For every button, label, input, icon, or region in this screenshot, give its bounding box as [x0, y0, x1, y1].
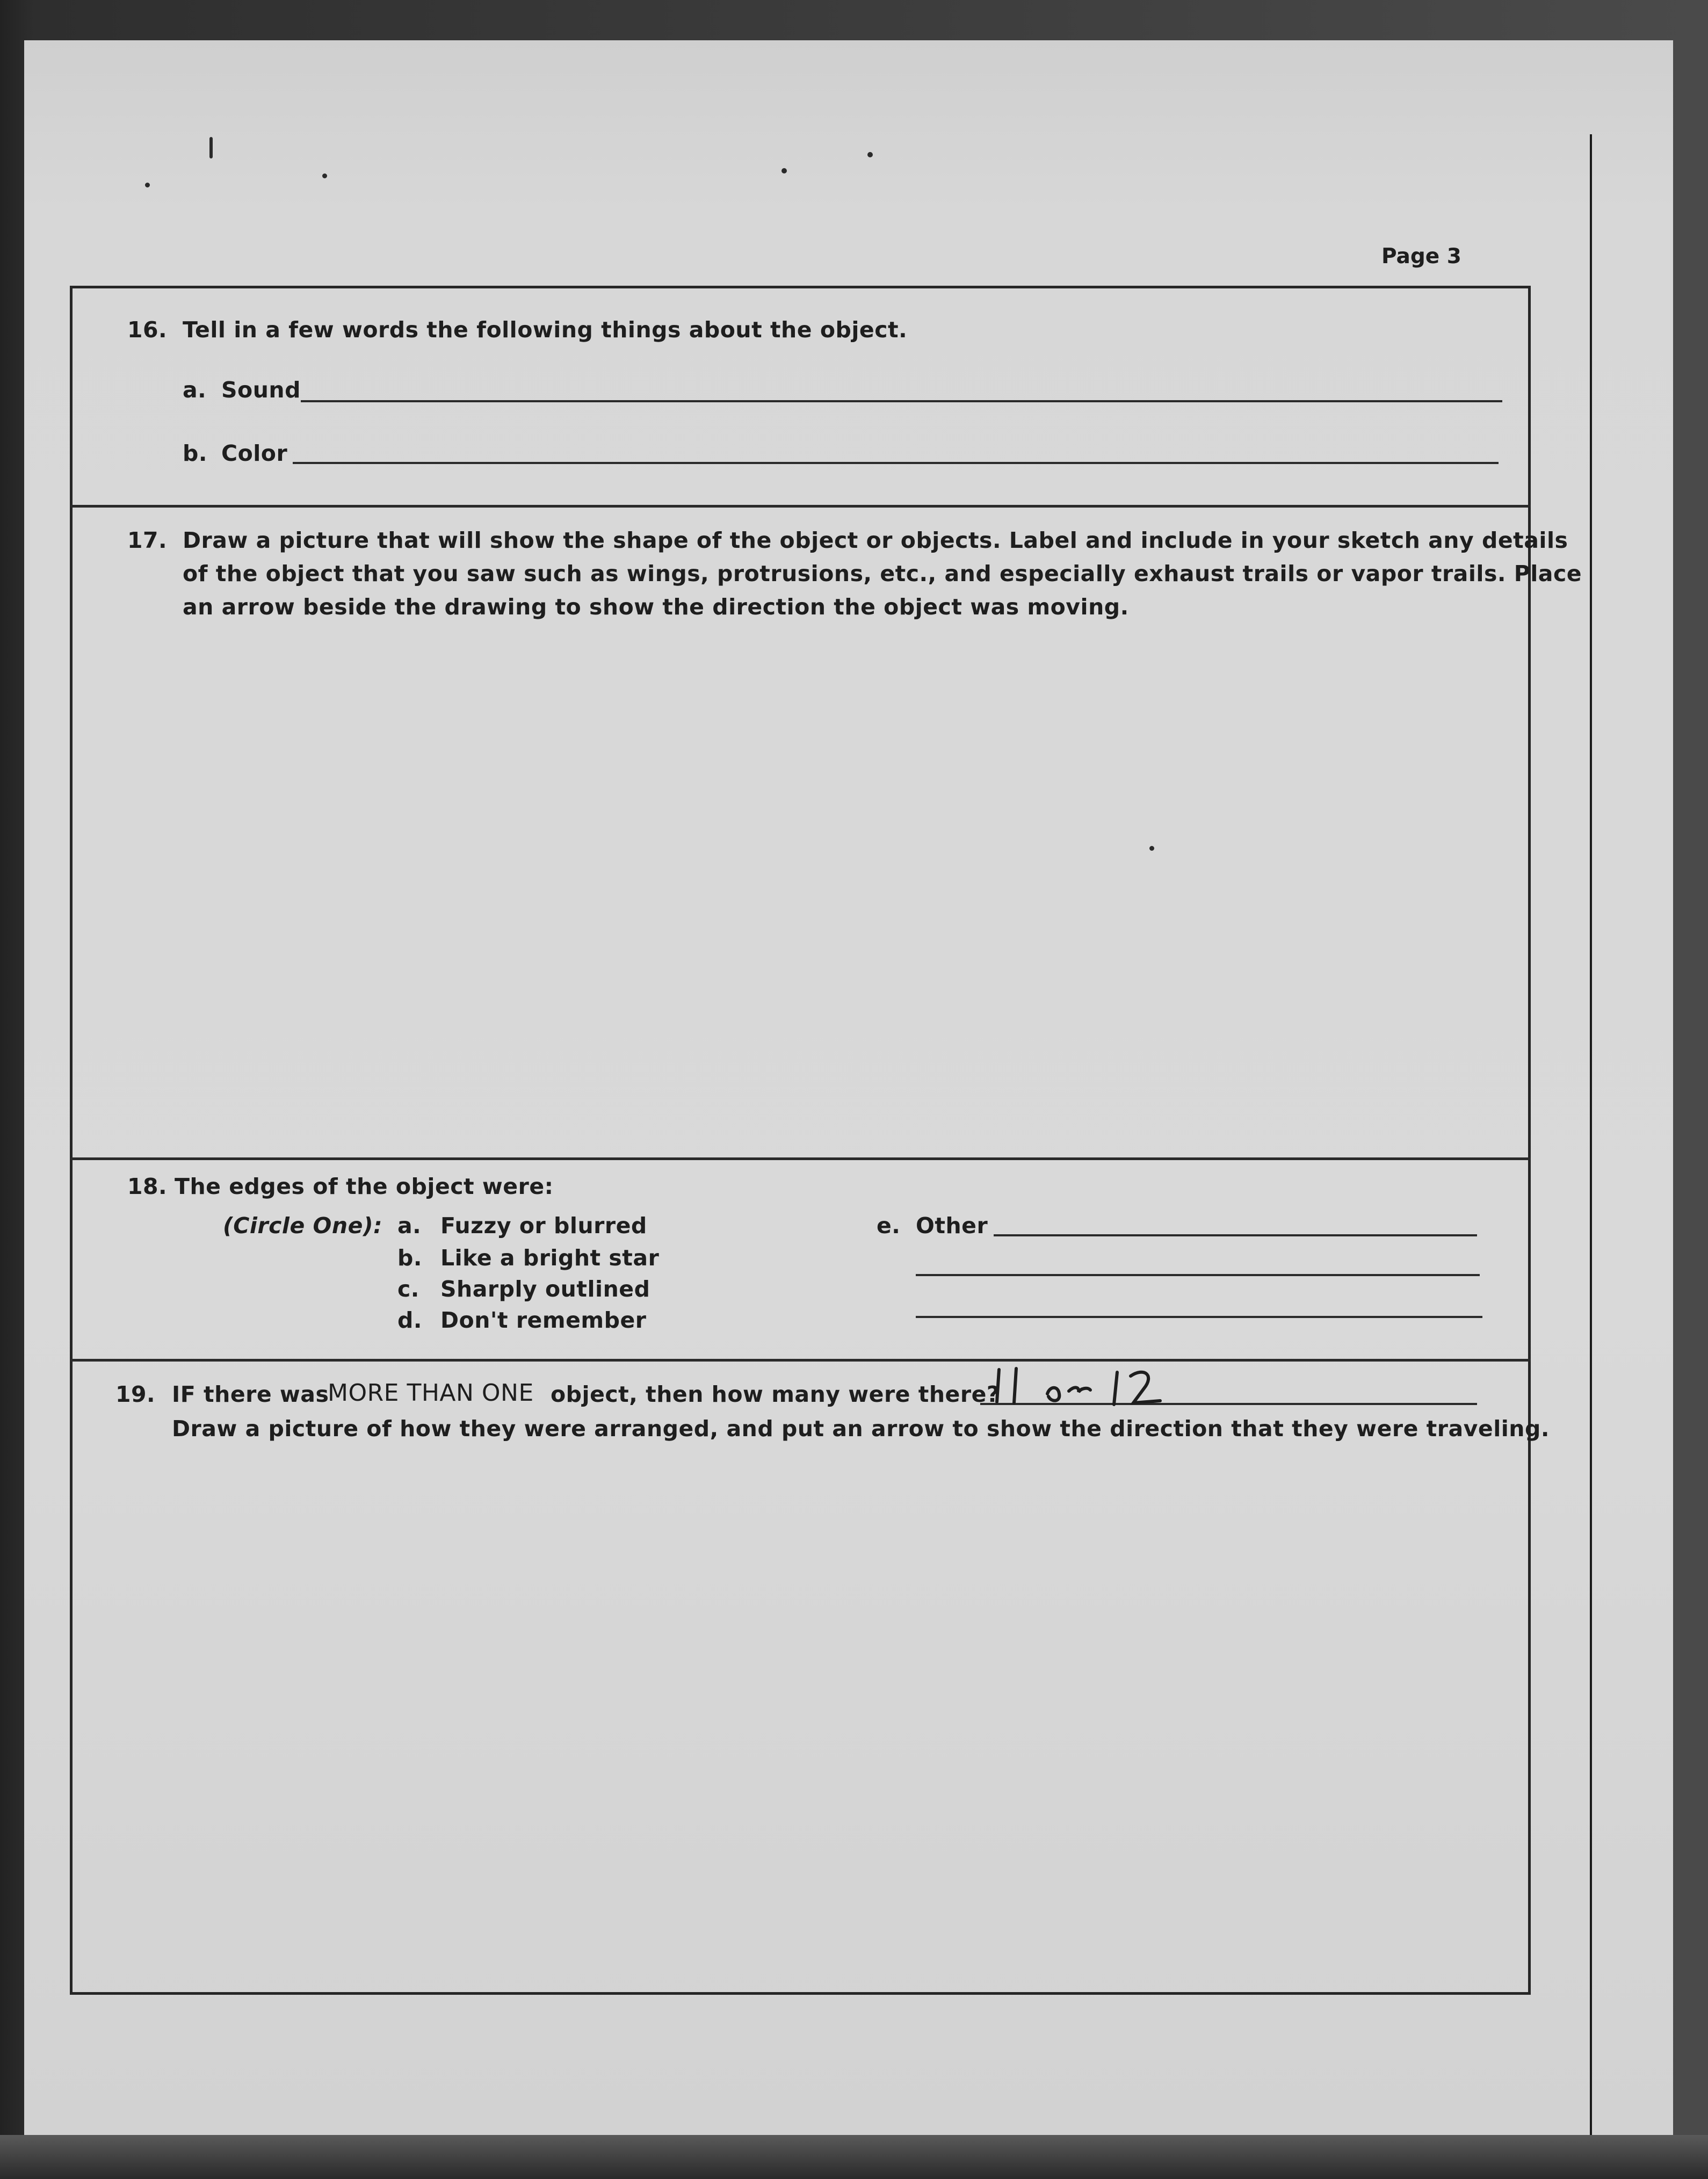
q18-prompt: The edges of the object were: [175, 1174, 554, 1199]
q18-option-a[interactable]: Fuzzy or blurred [440, 1213, 647, 1239]
section-divider [70, 505, 1531, 508]
q18-option-letter: a. [397, 1213, 422, 1239]
paper-edge [1590, 134, 1592, 2148]
page-number: Page 3 [1381, 244, 1461, 269]
scan-speck [867, 152, 873, 157]
handwritten-count[interactable] [983, 1364, 1208, 1413]
q17-number: 17. [127, 527, 168, 553]
scan-bottom-band [0, 2135, 1708, 2179]
q16-number: 16. [127, 317, 168, 343]
q18-option-letter: c. [397, 1276, 419, 1302]
handwritten-stroke [1047, 1387, 1090, 1400]
q18-option-letter: d. [397, 1307, 422, 1333]
color-answer-line[interactable] [293, 462, 1499, 464]
q19-prompt-start: IF there was [172, 1381, 329, 1407]
sound-answer-line[interactable] [301, 400, 1502, 402]
scan-speck [209, 137, 213, 158]
q18-option-d[interactable]: Don't remember [440, 1307, 647, 1333]
q19-drawing-area[interactable] [75, 1450, 1525, 1987]
q19-prompt-emphasis: MORE THAN ONE [328, 1379, 534, 1407]
section-divider [70, 1359, 1531, 1362]
scan-speck [322, 173, 327, 178]
handwritten-stroke [997, 1369, 1016, 1403]
q18-other-letter: e. [877, 1213, 901, 1239]
q16-prompt: Tell in a few words the following things about the object. [183, 317, 908, 343]
other-answer-line-2[interactable] [916, 1274, 1480, 1276]
q19-line2: Draw a picture of how they were arranged, and put an arrow to show the direction that they were traveling. [172, 1416, 1550, 1442]
scan-speck [781, 168, 787, 173]
q17-drawing-area[interactable] [75, 628, 1525, 1149]
q16-b-letter: b. [183, 440, 207, 466]
section-divider [70, 1157, 1531, 1160]
q18-option-c[interactable]: Sharply outlined [440, 1276, 650, 1302]
other-answer-line[interactable] [994, 1234, 1477, 1236]
handwritten-stroke [1114, 1372, 1117, 1405]
q16-sound-label: Sound [221, 377, 301, 403]
q17-line1: Draw a picture that will show the shape of the object or objects. Label and include in your sketch any details [183, 527, 1568, 553]
q18-option-letter: b. [397, 1245, 422, 1271]
q18-other-label: Other [916, 1213, 988, 1239]
q18-option-b[interactable]: Like a bright star [440, 1245, 660, 1271]
q19-prompt-end: object, then how many were there? [551, 1381, 1000, 1407]
handwritten-stroke [1131, 1372, 1160, 1403]
scan-speck [145, 183, 150, 187]
q17-line2: of the object that you saw such as wings, protrusions, etc., and especially exhaust trails or vapor trails. Place [183, 561, 1582, 587]
q18-number: 18. [127, 1174, 168, 1199]
q19-number: 19. [115, 1381, 156, 1407]
q18-circle-one: (Circle One): [223, 1213, 383, 1239]
q16-color-label: Color [221, 440, 288, 466]
q16-a-letter: a. [183, 377, 207, 403]
q17-line3: an arrow beside the drawing to show the direction the object was moving. [183, 594, 1129, 620]
other-answer-line-3[interactable] [916, 1316, 1482, 1318]
